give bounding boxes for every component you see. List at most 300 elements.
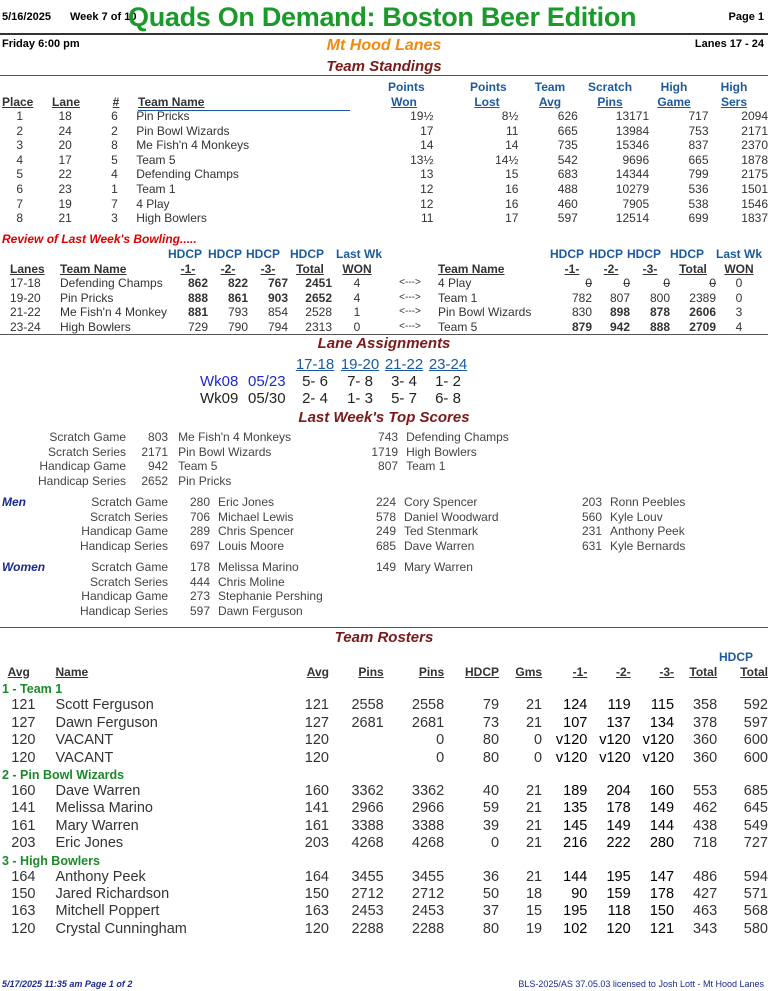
- cell-hdcp-total: 600: [743, 732, 768, 749]
- cell-place: 1: [16, 109, 24, 123]
- cell-g1: 124: [563, 697, 588, 714]
- cell-g1: 102: [563, 920, 588, 937]
- score-value: 597: [189, 603, 210, 618]
- team-header: [2, 767, 768, 783]
- cell-total: 2313: [305, 319, 332, 334]
- roster-head-hdcp-total: Total: [740, 665, 768, 679]
- table-row: [2, 750, 768, 767]
- score-name: High Bowlers: [406, 444, 477, 459]
- cell-won: 4: [353, 290, 361, 305]
- report-date: 5/16/2025: [2, 11, 51, 23]
- review-head-team2-label: Team Name: [438, 262, 505, 276]
- cell-avg: 488: [557, 181, 578, 196]
- score-value: 203: [581, 495, 602, 509]
- cell-hs: 1837: [741, 211, 768, 226]
- cell-total: 553: [692, 783, 718, 800]
- cell-pins2: 2558: [411, 697, 445, 714]
- assign-lane-head: 23-24: [428, 356, 468, 373]
- cell-won: 4: [735, 319, 743, 334]
- score-name: Dave Warren: [404, 538, 475, 553]
- cell-g1: 0: [585, 276, 592, 291]
- assign-pair: 7- 8: [347, 373, 373, 390]
- topscores-team-table: [38, 430, 509, 488]
- standings-head-hg-2: Game: [657, 95, 691, 109]
- cell-hdcp: 80: [482, 920, 500, 937]
- cell-team: Team 5: [438, 319, 478, 334]
- versus-arrow: <--->: [399, 306, 421, 318]
- cell-g3: 878: [649, 305, 670, 320]
- cell-gms: 21: [525, 800, 543, 817]
- review-head-team2: [438, 262, 552, 276]
- cell-pins: 9696: [622, 152, 650, 167]
- cell-num: 6: [111, 109, 118, 123]
- cell-total: 360: [692, 732, 718, 749]
- score-value: 249: [375, 524, 396, 538]
- score-label: Scratch Series: [48, 444, 127, 459]
- table-row: [2, 291, 762, 305]
- table-row: [2, 276, 762, 290]
- team-title: 2 - Pin Bowl Wizards: [2, 768, 125, 783]
- cell-name: Crystal Cunningham: [55, 920, 187, 937]
- cell-won: 12: [420, 181, 434, 196]
- cell-avg: 164: [11, 868, 36, 885]
- assign-table: [200, 356, 470, 407]
- cell-g2: 807: [609, 290, 630, 305]
- review-head-hdcp3: HDCP: [246, 247, 281, 261]
- cell-won: 1: [353, 305, 361, 320]
- cell-g3: 0: [663, 276, 670, 291]
- cell-g1: 862: [187, 276, 208, 291]
- cell-avg: 683: [557, 167, 578, 182]
- cell-won: 11: [421, 211, 434, 226]
- cell-team: Team 1: [136, 181, 176, 196]
- score-label: Scratch Game: [91, 495, 168, 509]
- cell-lost: 14½: [495, 152, 519, 167]
- cell-hdcp-total: 600: [743, 749, 768, 766]
- cell-avg2: 141: [304, 800, 329, 817]
- review-head-g2: -2-: [220, 262, 236, 276]
- cell-g2: 178: [606, 800, 631, 817]
- cell-won: 4: [353, 276, 361, 291]
- cell-won: 0: [353, 319, 361, 334]
- cell-g1: 830: [571, 305, 592, 320]
- review-head-lastwk: Last Wk: [336, 247, 383, 261]
- cell-avg2: 163: [304, 903, 329, 920]
- score-value: 631: [581, 538, 602, 553]
- cell-g1: 879: [571, 319, 592, 334]
- week-label: Week 7 of 10: [70, 11, 137, 23]
- review-head-hdcp5: HDCP: [550, 247, 585, 261]
- cell-g1: 195: [563, 903, 588, 920]
- table-row: [78, 604, 473, 619]
- cell-hs: 1501: [741, 181, 768, 196]
- review-head-hdcp1: HDCP: [168, 247, 203, 261]
- standings-head-lane: Lane: [51, 95, 80, 110]
- cell-g3: 178: [649, 886, 675, 903]
- roster-head-name-label: Name: [55, 665, 89, 679]
- table-row: [38, 474, 509, 489]
- cell-total: 0: [709, 276, 716, 291]
- assign-pair: 3- 4: [391, 373, 417, 390]
- cell-avg: 597: [557, 211, 578, 226]
- cell-name: Scott Ferguson: [55, 697, 154, 714]
- cell-pins: 2712: [351, 886, 384, 903]
- score-name: Team 1: [406, 459, 446, 473]
- score-value: [364, 474, 398, 489]
- review-title: Review of Last Week's Bowling.....: [2, 232, 197, 246]
- cell-g1: 189: [563, 783, 588, 800]
- cell-total: 378: [692, 714, 718, 731]
- score-name: [396, 604, 473, 619]
- cell-g2: 822: [227, 276, 248, 291]
- roster-head-hdcp-total-1: HDCP: [718, 650, 753, 664]
- cell-pins: 2966: [351, 800, 384, 817]
- score-name: Ronn Peebles: [610, 495, 686, 509]
- cell-gms: 19: [525, 920, 543, 937]
- cell-avg2: 120: [304, 732, 329, 749]
- cell-avg2: 150: [304, 886, 329, 903]
- cell-g3: 854: [267, 305, 288, 320]
- score-value: 560: [581, 509, 602, 524]
- cell-place: 6: [16, 181, 24, 196]
- cell-hg: 536: [688, 181, 709, 196]
- cell-total: 462: [692, 800, 718, 817]
- cell-avg: 203: [11, 835, 36, 852]
- cell-hdcp-total: 597: [743, 714, 768, 731]
- table-row: [2, 124, 768, 139]
- cell-won: 13½: [410, 152, 434, 167]
- cell-lost: 16: [505, 196, 519, 211]
- review-table: [2, 262, 762, 334]
- cell-total: 2709: [689, 319, 716, 334]
- table-row: [2, 921, 768, 938]
- cell-g2: 149: [606, 817, 631, 834]
- cell-num: 2: [111, 123, 118, 138]
- header-divider: [0, 33, 768, 35]
- cell-num: 8: [111, 138, 118, 153]
- cell-g2: 119: [607, 697, 631, 714]
- cell-hs: 2175: [741, 167, 768, 182]
- cell-hdcp-total: 594: [743, 868, 768, 885]
- cell-hs: 2171: [741, 123, 768, 138]
- score-value: 178: [189, 560, 210, 574]
- review-head-total: Total: [296, 262, 324, 276]
- cell-pins: [329, 750, 384, 767]
- cell-won: 0: [735, 276, 743, 291]
- standings-title: Team Standings: [326, 58, 442, 75]
- score-label: Handicap Game: [39, 459, 127, 473]
- cell-hdcp: 0: [490, 835, 500, 852]
- cell-avg: 626: [557, 109, 578, 123]
- score-name: Me Fish'n 4 Monkeys: [178, 430, 292, 444]
- cell-g3: 115: [650, 697, 675, 714]
- cell-team: Defending Champs: [60, 276, 163, 291]
- score-name: Louis Moore: [218, 538, 285, 553]
- score-value: 2171: [141, 444, 169, 459]
- cell-gms: 18: [525, 886, 543, 903]
- assign-date: 05/23: [248, 373, 286, 390]
- cell-won: 0: [735, 290, 743, 305]
- cell-lost: 16: [505, 181, 519, 196]
- score-name: Daniel Woodward: [404, 509, 499, 524]
- cell-hg: 538: [688, 196, 709, 211]
- cell-g3: 794: [267, 319, 288, 334]
- cell-avg: 150: [11, 886, 36, 903]
- cell-place: 5: [16, 167, 24, 182]
- cell-g1: 888: [187, 290, 208, 305]
- score-value: 289: [189, 524, 210, 538]
- cell-hdcp: 80: [482, 749, 500, 766]
- rosters-title: Team Rosters: [334, 629, 434, 646]
- standings-head-num: #: [112, 95, 120, 110]
- cell-gms: 21: [525, 783, 543, 800]
- table-row: [2, 818, 768, 835]
- review-head-lanes: Lanes: [10, 262, 45, 276]
- table-row: [78, 575, 473, 590]
- table-row: [2, 305, 762, 319]
- cell-avg: 127: [11, 714, 36, 731]
- cell-team: High Bowlers: [136, 211, 207, 226]
- cell-avg: 735: [557, 138, 578, 153]
- roster-head-avg2: Avg: [306, 665, 329, 679]
- roster-head-pins: Pins: [358, 665, 384, 679]
- cell-g3: 150: [649, 903, 675, 920]
- cell-lost: 14: [505, 138, 519, 153]
- table-row: [2, 167, 768, 182]
- cell-hdcp-total: 592: [743, 697, 768, 714]
- cell-total: 427: [692, 886, 718, 903]
- score-label: Handicap Series: [38, 473, 127, 488]
- cell-team: 4 Play: [136, 196, 170, 211]
- cell-g3: 280: [649, 835, 675, 852]
- cell-hdcp: 40: [482, 783, 500, 800]
- table-row: [2, 182, 768, 197]
- table-row: [2, 138, 768, 153]
- review-head-hdcp2: HDCP: [208, 247, 243, 261]
- table-row: [2, 715, 768, 732]
- cell-won: 14: [420, 138, 434, 153]
- cell-hdcp: 80: [482, 732, 500, 749]
- cell-lost: 17: [505, 211, 519, 226]
- score-name: [396, 589, 473, 604]
- cell-total: 486: [692, 868, 718, 885]
- cell-hdcp: 59: [482, 800, 500, 817]
- table-row: [78, 510, 685, 525]
- score-name: Kyle Louv: [610, 509, 663, 524]
- roster-head-g1: -1-: [572, 665, 588, 679]
- cell-g2: 204: [606, 783, 631, 800]
- assign-week: Wk08: [200, 373, 239, 390]
- cell-hdcp-total: 727: [743, 835, 768, 852]
- cell-hg: 665: [688, 152, 709, 167]
- assign-lane-head: 19-20: [340, 356, 380, 373]
- cell-team: Me Fish'n 4 Monkeys: [136, 138, 250, 153]
- assign-week: Wk09: [200, 390, 239, 407]
- score-value: [354, 604, 396, 619]
- cell-team: High Bowlers: [60, 319, 131, 334]
- review-head-hdcp6: HDCP: [589, 247, 624, 261]
- cell-name: Melissa Marino: [55, 800, 153, 817]
- score-label: Scratch Series: [89, 574, 168, 589]
- cell-place: 2: [16, 123, 24, 138]
- cell-g2: 137: [606, 714, 631, 731]
- footer-left: 5/17/2025 11:35 am Page 1 of 2: [2, 979, 133, 989]
- cell-g2: 0: [623, 276, 630, 291]
- cell-gms: 0: [534, 732, 543, 749]
- cell-pins2: 2453: [411, 903, 445, 920]
- team-header: [2, 681, 768, 697]
- roster-head-avg: Avg: [7, 665, 30, 679]
- table-row: [2, 886, 768, 903]
- cell-g2: v120: [599, 749, 631, 766]
- cell-team: Pin Bowl Wizards: [438, 305, 532, 320]
- table-row: [2, 869, 768, 886]
- cell-avg: 160: [11, 783, 36, 800]
- assign-pair: 1- 3: [347, 390, 373, 407]
- footer-right: BLS-2025/AS 37.05.03 licensed to Josh Lott - Mt Hood Lanes: [518, 979, 764, 989]
- review-head-lastwk2: Last Wk: [716, 247, 763, 261]
- cell-g1: 135: [563, 800, 588, 817]
- cell-g3: 121: [649, 920, 675, 937]
- table-row: [2, 697, 768, 714]
- assign-pair: 5- 7: [391, 390, 417, 407]
- assign-pair: 2- 4: [302, 390, 328, 407]
- cell-total: 343: [692, 920, 718, 937]
- cell-lane: 21: [58, 211, 72, 226]
- cell-g2: 793: [227, 305, 248, 320]
- cell-hdcp-total: 549: [743, 817, 768, 834]
- standings-head-team-label: Team Name: [138, 95, 205, 109]
- score-label: Handicap Game: [81, 524, 168, 538]
- assign-pair: 1- 2: [435, 373, 461, 390]
- score-name: Michael Lewis: [218, 509, 294, 524]
- score-label: Scratch Game: [91, 560, 168, 574]
- cell-pins: 2453: [351, 903, 384, 920]
- topscores-title: Last Week's Top Scores: [298, 409, 470, 426]
- cell-pins2: 3388: [411, 817, 445, 834]
- versus-arrow: <--->: [399, 291, 421, 303]
- score-label: Scratch Game: [49, 430, 127, 444]
- score-value: 743: [378, 430, 399, 444]
- cell-hdcp-total: 645: [743, 800, 768, 817]
- cell-avg2: 120: [304, 749, 329, 766]
- cell-total: 2451: [305, 276, 332, 291]
- cell-g3: 144: [649, 817, 675, 834]
- cell-hdcp: 37: [482, 903, 500, 920]
- table-row: [2, 835, 768, 852]
- cell-pins: 12514: [615, 211, 650, 226]
- cell-pins: 2558: [351, 697, 384, 714]
- standings-head-won-2: Won: [391, 95, 417, 109]
- score-name: Chris Moline: [218, 574, 285, 589]
- score-name: Team 5: [178, 459, 218, 473]
- cell-g3: 767: [267, 276, 288, 291]
- standings-head-hs-1: High: [720, 80, 748, 94]
- table-row: [2, 153, 768, 168]
- cell-name: Eric Jones: [55, 835, 124, 852]
- table-row: [2, 783, 768, 800]
- roster-head-name: [35, 664, 261, 681]
- score-name: Melissa Marino: [218, 560, 299, 574]
- spacer: [382, 262, 438, 276]
- league-title: Quads On Demand: Boston Beer Edition: [128, 2, 637, 32]
- cell-pins2: 2288: [411, 920, 445, 937]
- cell-team: Team 5: [136, 152, 176, 167]
- roster-head-gms: Gms: [515, 665, 543, 679]
- cell-avg2: 161: [304, 817, 329, 834]
- score-value: 273: [189, 589, 210, 603]
- table-row: [2, 109, 768, 124]
- cell-total: 358: [692, 697, 718, 714]
- cell-g2: 898: [609, 305, 630, 320]
- table-row: [78, 495, 685, 510]
- cell-lost: 8½: [501, 109, 519, 123]
- score-value: [354, 589, 396, 604]
- cell-lane: 24: [58, 123, 72, 138]
- standings-head-pins-1: Scratch: [588, 80, 633, 94]
- cell-g2: 222: [606, 835, 631, 852]
- cell-name: VACANT: [55, 732, 114, 749]
- cell-place: 4: [16, 152, 24, 167]
- review-head-totalb: Total: [679, 262, 707, 276]
- standings-head-won-1: Points: [388, 80, 425, 94]
- cell-pins: [329, 732, 384, 749]
- cell-total: 463: [692, 903, 718, 920]
- score-value: 2652: [141, 473, 169, 488]
- score-value: 231: [581, 524, 602, 538]
- cell-g2: 790: [227, 319, 248, 334]
- cell-won: 12: [420, 196, 434, 211]
- cell-lane: 18: [58, 109, 72, 123]
- score-value: 706: [189, 509, 210, 524]
- cell-avg2: 121: [304, 697, 329, 714]
- cell-avg: 163: [11, 903, 36, 920]
- cell-pins: 3362: [351, 783, 384, 800]
- cell-avg: 161: [11, 817, 36, 834]
- cell-team: 4 Play: [438, 276, 472, 291]
- cell-pins: 13984: [615, 123, 650, 138]
- cell-name: Mitchell Poppert: [55, 903, 160, 920]
- score-value: 280: [189, 495, 210, 509]
- score-name: Pin Bowl Wizards: [178, 444, 272, 459]
- score-name: Pin Pricks: [178, 473, 232, 488]
- cell-won: 13: [420, 167, 434, 182]
- cell-g2: 942: [609, 319, 630, 334]
- cell-hdcp-total: 580: [743, 920, 768, 937]
- cell-pins: 3388: [351, 817, 384, 834]
- cell-pins: 15346: [615, 138, 650, 153]
- cell-hs: 2094: [741, 109, 768, 123]
- table-row: [2, 903, 768, 920]
- cell-g3: 149: [649, 800, 675, 817]
- cell-hs: 1546: [741, 196, 768, 211]
- team-title: 3 - High Bowlers: [2, 853, 100, 868]
- standings-head-hg-1: High: [660, 80, 688, 94]
- cell-avg: 460: [557, 196, 578, 211]
- cell-hdcp: 73: [482, 714, 500, 731]
- cell-g3: 888: [649, 319, 670, 334]
- cell-avg: 120: [11, 749, 36, 766]
- table-row: [2, 800, 768, 817]
- cell-gms: 15: [525, 903, 543, 920]
- cell-total: 360: [692, 749, 718, 766]
- score-name: Ted Stenmark: [404, 524, 479, 538]
- table-row: [2, 211, 768, 226]
- cell-team: Pin Bowl Wizards: [136, 123, 230, 138]
- cell-g1: 144: [563, 868, 588, 885]
- score-label: Handicap Series: [79, 538, 168, 553]
- cell-avg2: 127: [304, 714, 329, 731]
